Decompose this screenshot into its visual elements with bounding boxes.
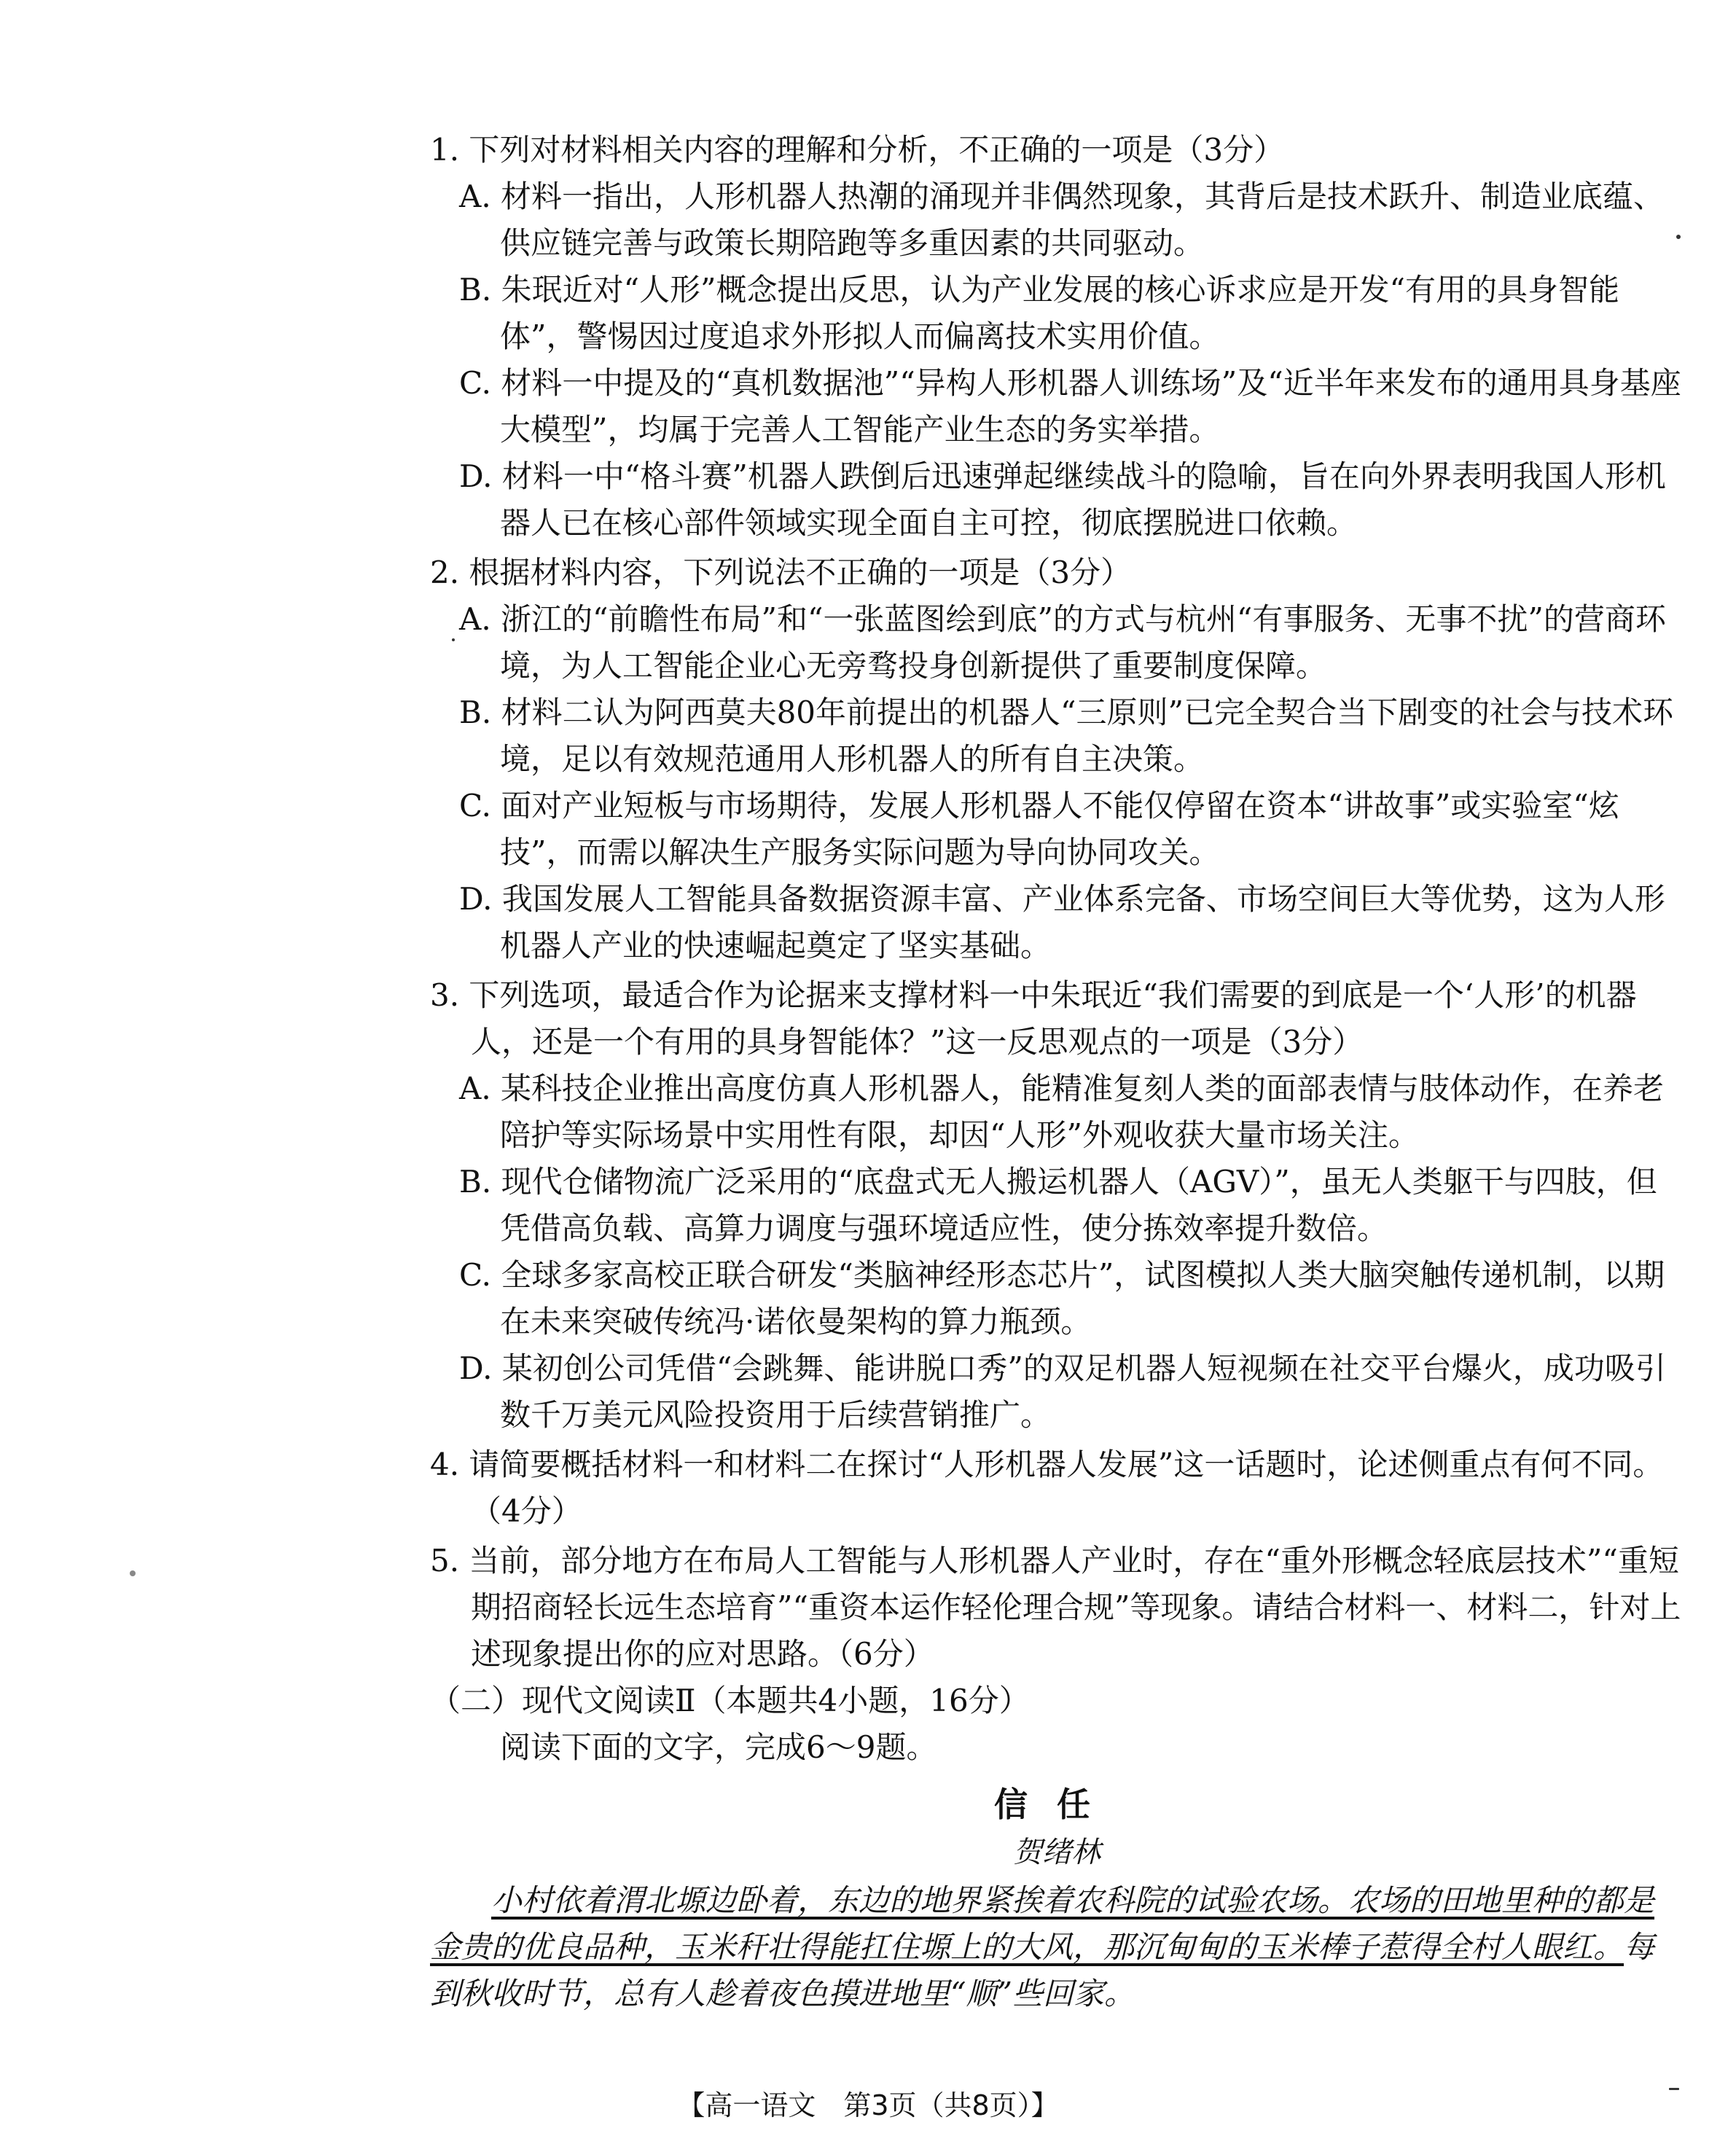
question-1: [430, 127, 1684, 547]
question-3: [430, 972, 1684, 1439]
scan-speck: [452, 638, 455, 641]
page-footer: 【高一语文 第3页（共8页）】: [677, 2089, 1059, 2121]
article-underlined-text: 小村依着渭北塬边卧着，东边的地界紧挨着农科院的试验农场。农场的田地里种的都是金贵的优良品种，玉米秆壮得能扛住塬上的大风，那沉甸甸的玉米棒子惹得全村人眼红。: [430, 1882, 1655, 1965]
option-b: B. 朱珉近对“人形”概念提出反思，认为产业发展的核心诉求应是开发“有用的具身智能体”，警惕因过度追求外形拟人而偏离技术实用价值。: [459, 272, 1619, 354]
option-d: D. 某初创公司凭借“会跳舞、能讲脱口秀”的双足机器人短视频在社交平台爆火，成功吸引数千万美元风险投资用于后续营销推广。: [459, 1350, 1666, 1433]
scan-speck: [130, 1570, 136, 1576]
question-stem: 1. 下列对材料相关内容的理解和分析，不正确的一项是（3分）: [430, 132, 1285, 168]
option-d: D. 我国发展人工智能具备数据资源丰富、产业体系完备、市场空间巨大等优势，这为人形机器人产业的快速崛起奠定了坚实基础。: [459, 881, 1665, 963]
option-a: A. 材料一指出，人形机器人热潮的涌现并非偶然现象，其背后是技术跃升、制造业底蕴、供应链完善与政策长期陪跑等多重因素的共同驱动。: [459, 179, 1665, 261]
article-author: 贺绪林: [1013, 1836, 1100, 1869]
question-2: [430, 549, 1684, 969]
article-title: 信任: [994, 1785, 1119, 1824]
question-stem: 2. 根据材料内容，下列说法不正确的一项是（3分）: [430, 555, 1132, 590]
option-b: B. 材料二认为阿西莫夫80年前提出的机器人“三原则”已完全契合当下剧变的社会与技术环境，足以有效规范通用人形机器人的所有自主决策。: [459, 694, 1673, 777]
option-c: C. 材料一中提及的“真机数据池”“异构人形机器人训练场”及“近半年来发布的通用具身基座大模型”，均属于完善人工智能产业生态的务实举措。: [459, 365, 1681, 447]
section-instruction: 阅读下面的文字，完成6～9题。: [500, 1729, 937, 1765]
option-b: B. 现代仓储物流广泛采用的“底盘式无人搬运机器人（AGV）”，虽无人类躯干与四肢，但凭借高负载、高算力调度与强环境适应性，使分拣效率提升数倍。: [459, 1164, 1657, 1246]
question-stem: 5. 当前，部分地方在布局人工智能与人形机器人产业时，存在“重外形概念轻底层技术”“重短期招商轻长远生态培育”“重资本运作轻伦理合规”等现象。请结合材料一、材料二，针对上述现象提出你的应对思路。（6分）: [430, 1543, 1681, 1672]
question-stem: 4. 请简要概括材料一和材料二在探讨“人形机器人发展”这一话题时，论述侧重点有何不同。（4分）: [430, 1447, 1664, 1529]
option-c: C. 面对产业短板与市场期待，发展人形机器人不能仅停留在资本“讲故事”或实验室“炫技”，而需以解决生产服务实际问题为导向协同攻关。: [459, 788, 1619, 870]
option-a: A. 浙江的“前瞻性布局”和“一张蓝图绘到底”的方式与杭州“有事服务、无事不扰”的营商环境，为人工智能企业心无旁骛投身创新提供了重要制度保障。: [459, 601, 1666, 684]
option-c: C. 全球多家高校正联合研发“类脑神经形态芯片”，试图模拟人类大脑突触传递机制，以期在未来突破传统冯·诺依曼架构的算力瓶颈。: [459, 1257, 1665, 1339]
article-paragraph: [430, 1877, 1684, 2017]
article-text: 每到秋收时节，总有人趁着夜色摸进地里“顺”些回家。: [430, 1929, 1655, 2011]
question-5: [430, 1538, 1684, 1678]
section-title: （二）现代文阅读Ⅱ（本题共4小题，16分）: [430, 1683, 1030, 1718]
question-4: [430, 1441, 1684, 1535]
option-a: A. 某科技企业推出高度仿真人形机器人，能精准复刻人类的面部表情与肢体动作，在养老陪护等实际场景中实用性有限，却因“人形”外观收获大量市场关注。: [459, 1071, 1665, 1153]
scan-speck: [1669, 2088, 1679, 2090]
question-stem: 3. 下列选项，最适合作为论据来支撑材料一中朱珉近“我们需要的到底是一个‘人形’的机器人，还是一个有用的具身智能体？”这一反思观点的一项是（3分）: [430, 977, 1637, 1060]
page-content: [430, 124, 1684, 2017]
option-d: D. 材料一中“格斗赛”机器人跌倒后迅速弹起继续战斗的隐喻，旨在向外界表明我国人形机器人已在核心部件领域实现全面自主可控，彻底摆脱进口依赖。: [459, 458, 1666, 541]
scan-speck: [1676, 235, 1681, 239]
